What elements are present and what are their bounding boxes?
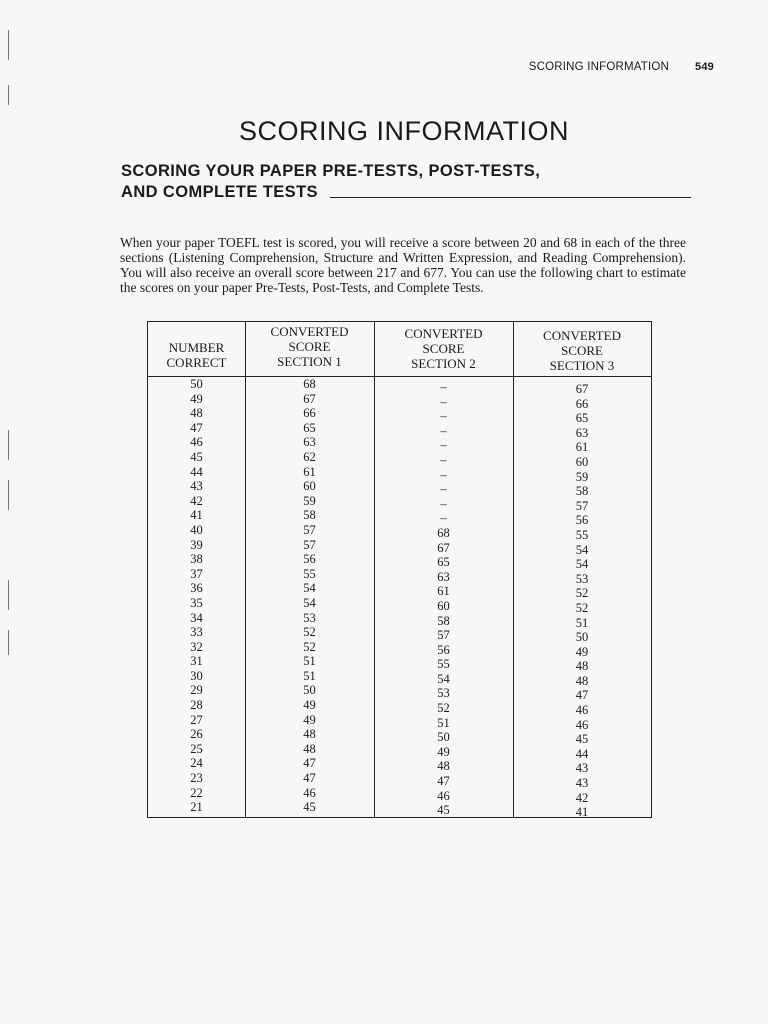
table-cell: 49 [303, 712, 316, 727]
table-cell: 51 [303, 654, 316, 669]
table-cell: 48 [303, 727, 316, 742]
column-cells [374, 380, 513, 818]
table-cell: 48 [575, 673, 589, 688]
heading-underline-rule [330, 197, 691, 198]
table-cell: 25 [190, 741, 203, 756]
column-section1 [245, 322, 375, 817]
column-cells [513, 382, 651, 820]
scan-margin-mark [8, 30, 9, 60]
table-cell: 58 [437, 613, 450, 628]
table-cell: 58 [575, 484, 589, 499]
table-cell: 53 [303, 610, 316, 625]
table-cell: 57 [303, 522, 316, 537]
table-cell: 54 [575, 542, 589, 557]
table-cell: 27 [190, 712, 203, 727]
table-cell: 46 [303, 785, 316, 800]
table-cell: 58 [303, 508, 316, 523]
table-cell: 47 [575, 688, 589, 703]
table-cell: 63 [437, 569, 450, 584]
table-cell: 50 [303, 683, 316, 698]
table-cell: 60 [575, 454, 589, 469]
header-text: SECTION 2 [411, 356, 476, 371]
table-cell: 45 [575, 732, 589, 747]
table-cell: 48 [190, 406, 203, 421]
column-cells [245, 377, 374, 815]
table-cell: 22 [190, 785, 203, 800]
table-cell: 44 [190, 464, 203, 479]
table-cell: 65 [437, 555, 450, 570]
table-cell: 32 [190, 639, 203, 654]
table-cell: 54 [437, 671, 450, 686]
table-cell: 37 [190, 566, 203, 581]
header-text: CONVERTED [270, 324, 349, 339]
table-cell: 30 [190, 668, 203, 683]
table-cell: 61 [575, 440, 589, 455]
table-cell: 57 [303, 537, 316, 552]
table-cell: 68 [303, 377, 316, 391]
table-cell: 56 [575, 513, 589, 528]
column-header [513, 328, 651, 373]
table-cell: 56 [303, 552, 316, 567]
table-cell: 59 [575, 469, 589, 484]
table-cell: 48 [437, 759, 450, 774]
table-cell: 26 [190, 727, 203, 742]
table-cell: 42 [190, 493, 203, 508]
table-cell: 55 [437, 657, 450, 672]
table-cell: 60 [437, 598, 450, 613]
table-cell: 61 [437, 584, 450, 599]
table-cell: 51 [575, 615, 589, 630]
table-cell: 40 [190, 522, 203, 537]
table-cell: 45 [190, 449, 203, 464]
table-cell: 68 [437, 525, 450, 540]
table-cell: 52 [575, 586, 589, 601]
page-number: 549 [695, 61, 714, 73]
table-cell: 50 [437, 730, 450, 745]
table-cell: – [440, 511, 447, 526]
table-cell: 49 [303, 698, 316, 713]
table-cell: 55 [303, 566, 316, 581]
table-cell: 55 [575, 527, 589, 542]
table-cell: – [440, 423, 447, 438]
table-cell: 67 [303, 391, 316, 406]
table-cell: 46 [190, 435, 203, 450]
scan-margin-mark [8, 480, 9, 510]
table-cell: 56 [437, 642, 450, 657]
table-cell: – [440, 394, 447, 409]
table-cell: 47 [303, 756, 316, 771]
table-cell: 45 [437, 803, 450, 818]
table-cell: 53 [575, 571, 589, 586]
section-heading-line2: AND COMPLETE TESTS [121, 183, 318, 201]
scan-margin-mark [8, 630, 9, 655]
table-cell: 47 [303, 771, 316, 786]
table-cell: 41 [190, 508, 203, 523]
table-cell: 65 [303, 420, 316, 435]
table-cell: 46 [575, 717, 589, 732]
column-header [148, 340, 245, 370]
table-cell: 33 [190, 625, 203, 640]
table-cell: 24 [190, 756, 203, 771]
table-cell: 36 [190, 581, 203, 596]
table-cell: 54 [303, 595, 316, 610]
table-cell: 47 [437, 774, 450, 789]
table-cell: 46 [437, 788, 450, 803]
scan-margin-mark [8, 580, 9, 610]
table-cell: 65 [575, 411, 589, 426]
table-cell: 59 [303, 493, 316, 508]
header-text: NUMBER [168, 340, 225, 355]
table-cell: 35 [190, 595, 203, 610]
table-cell: 49 [437, 744, 450, 759]
header-text: SCORE [288, 339, 331, 354]
table-cell: 52 [303, 639, 316, 654]
table-cell: 54 [303, 581, 316, 596]
header-text: CONVERTED [404, 326, 483, 341]
section-heading [121, 161, 691, 203]
table-cell: 42 [575, 790, 589, 805]
table-cell: 49 [575, 644, 589, 659]
column-cells [148, 377, 245, 815]
table-cell: 38 [190, 552, 203, 567]
table-cell: 60 [303, 479, 316, 494]
table-cell: 52 [303, 625, 316, 640]
table-cell: 44 [575, 746, 589, 761]
column-section2 [374, 322, 514, 817]
table-cell: 57 [575, 498, 589, 513]
table-cell: 45 [303, 800, 316, 815]
running-header [529, 61, 714, 73]
table-cell: 43 [190, 479, 203, 494]
table-cell: – [440, 496, 447, 511]
table-cell: 50 [575, 630, 589, 645]
table-cell: 61 [303, 464, 316, 479]
table-cell: 52 [575, 600, 589, 615]
header-text: CONVERTED [543, 328, 621, 343]
table-cell: 51 [303, 668, 316, 683]
table-cell: 31 [190, 654, 203, 669]
table-cell: – [440, 409, 447, 424]
table-cell: 46 [575, 703, 589, 718]
scan-margin-mark [8, 85, 9, 105]
table-cell: 67 [575, 382, 589, 396]
table-cell: 48 [303, 741, 316, 756]
header-text: CORRECT [166, 355, 227, 370]
table-cell: 62 [303, 449, 316, 464]
table-cell: 50 [190, 377, 203, 391]
score-conversion-table [147, 321, 652, 818]
table-cell: 43 [575, 761, 589, 776]
table-cell: 28 [190, 698, 203, 713]
table-cell: 41 [575, 805, 589, 820]
table-cell: 53 [437, 686, 450, 701]
table-cell: 34 [190, 610, 203, 625]
page-title: SCORING INFORMATION [239, 116, 569, 147]
table-cell: 66 [303, 406, 316, 421]
table-cell: – [440, 467, 447, 482]
table-cell: 49 [190, 391, 203, 406]
column-header [245, 324, 374, 369]
header-text: SECTION 3 [549, 358, 615, 373]
header-text: SECTION 1 [277, 354, 342, 369]
table-cell: – [440, 452, 447, 467]
column-header [374, 326, 513, 371]
running-title: SCORING INFORMATION [528, 61, 670, 73]
table-cell: 54 [575, 557, 589, 572]
section-heading-line1: SCORING YOUR PAPER PRE-TESTS, POST-TESTS, [121, 162, 541, 180]
table-cell: 21 [190, 800, 203, 815]
table-cell: – [440, 482, 447, 497]
table-cell: – [440, 380, 447, 394]
section-heading-line2-row [121, 182, 691, 203]
table-cell: 51 [437, 715, 450, 730]
table-cell: 57 [437, 628, 450, 643]
column-number-correct [148, 322, 246, 817]
table-cell: – [440, 438, 447, 453]
column-section3 [513, 322, 651, 820]
table-cell: 47 [190, 420, 203, 435]
table-cell: 63 [303, 435, 316, 450]
table-cell: 39 [190, 537, 203, 552]
intro-paragraph: When your paper TOEFL test is scored, you will receive a score between 20 and 68 in each of the three sections (Listening Comprehension, Structure and Written Expression, and Reading Comprehension). You will also receive an overall score between 217 and 677. You can use the following chart to estimate the scores on your paper Pre-Tests, Post-Tests, and Complete Tests. [120, 234, 686, 295]
scan-margin-mark [8, 430, 9, 460]
table-cell: 67 [437, 540, 450, 555]
table-cell: 48 [575, 659, 589, 674]
table-cell: 23 [190, 771, 203, 786]
header-text: SCORE [422, 341, 465, 356]
table-cell: 63 [575, 425, 589, 440]
table-cell: 52 [437, 701, 450, 716]
header-text: SCORE [561, 343, 603, 358]
table-cell: 66 [575, 396, 589, 411]
table-cell: 43 [575, 776, 589, 791]
table-cell: 29 [190, 683, 203, 698]
